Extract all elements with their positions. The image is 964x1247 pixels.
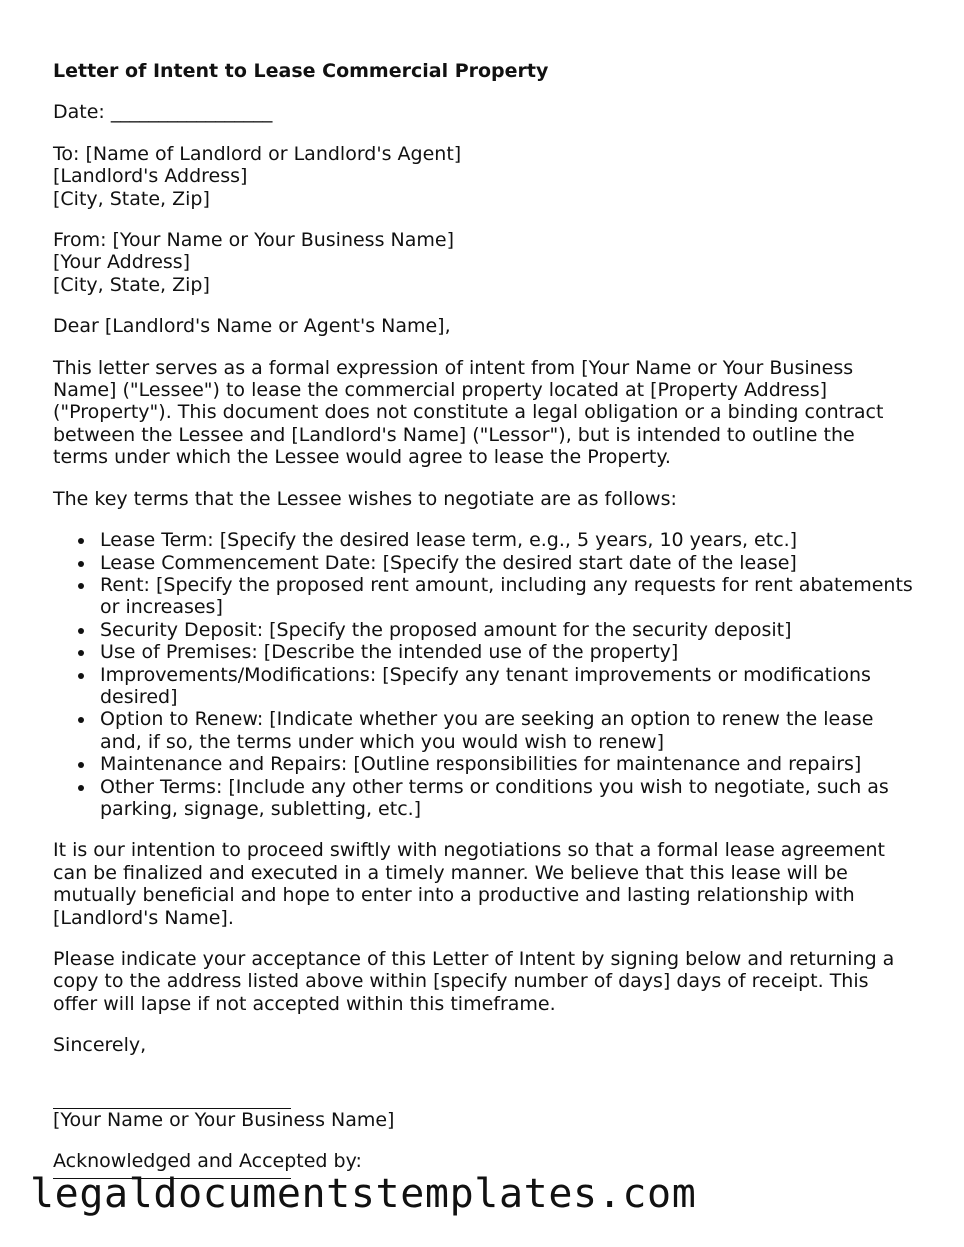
intro-paragraph: This letter serves as a formal expression of intent from [Your Name or Your Business Name] ("Lessee") to lease the commercial property located at [Property Address] ("Property"). This document does not constitute a legal obligation or a binding contract between the Lessee and [Landlord's Name] ("Lessor"), but is intended to outline the terms under which the Lessee would agree to lease the Property.: [53, 356, 884, 469]
list-item: Lease Commencement Date: [Specify the desired start date of the lease]: [100, 552, 913, 574]
signature-line: [53, 1086, 291, 1109]
terms-list: [53, 529, 913, 820]
list-item: Use of Premises: [Describe the intended use of the property]: [100, 641, 913, 663]
terms-intro: The key terms that the Lessee wishes to negotiate are as follows:: [53, 487, 677, 510]
list-item: Maintenance and Repairs: [Outline responsibilities for maintenance and repairs]: [100, 753, 913, 775]
list-item: Security Deposit: [Specify the proposed amount for the security deposit]: [100, 619, 913, 641]
list-item: Other Terms: [Include any other terms or conditions you wish to negotiate, such as parking, signage, subletting, etc.]: [100, 776, 913, 821]
list-item: Option to Renew: [Indicate whether you are seeking an option to renew the lease and, if so, the terms under which you would wish to renew]: [100, 708, 913, 753]
closing: Sincerely,: [53, 1034, 147, 1057]
intention-paragraph: It is our intention to proceed swiftly with negotiations so that a formal lease agreement can be finalized and executed in a timely manner. We believe that this lease will be mutually beneficial and hope to enter into a productive and lasting relationship with [Landlord's Name].: [53, 839, 885, 929]
recipient-name: To: [Name of Landlord or Landlord's Agent]: [53, 142, 462, 165]
sender-address: [Your Address]: [53, 251, 191, 274]
salutation: Dear [Landlord's Name or Agent's Name],: [53, 315, 451, 338]
acknowledged-label: Acknowledged and Accepted by:: [53, 1150, 362, 1173]
sender-city: [City, State, Zip]: [53, 273, 210, 296]
letter-document: [53, 60, 913, 1179]
date-line: Date: _________________: [53, 101, 273, 124]
document-title: Letter of Intent to Lease Commercial Property: [53, 60, 549, 82]
recipient-address: [Landlord's Address]: [53, 165, 248, 188]
sender-name: From: [Your Name or Your Business Name]: [53, 229, 454, 252]
list-item: Improvements/Modifications: [Specify any tenant improvements or modifications desired]: [100, 664, 913, 709]
acceptance-paragraph: Please indicate your acceptance of this Letter of Intent by signing below and returning a copy to the address listed above within [specify number of days] days of receipt. This offer will lapse if not accepted within this timeframe.: [53, 948, 895, 1015]
recipient-block: [53, 143, 913, 210]
list-item: Lease Term: [Specify the desired lease term, e.g., 5 years, 10 years, etc.]: [100, 529, 913, 551]
sender-block: [53, 229, 913, 296]
watermark: legaldocumentstemplates.com: [30, 1171, 697, 1217]
list-item: Rent: [Specify the proposed rent amount, including any requests for rent abatements or increases]: [100, 573, 913, 619]
signer-name: [Your Name or Your Business Name]: [53, 1108, 395, 1131]
recipient-city: [City, State, Zip]: [53, 187, 210, 210]
